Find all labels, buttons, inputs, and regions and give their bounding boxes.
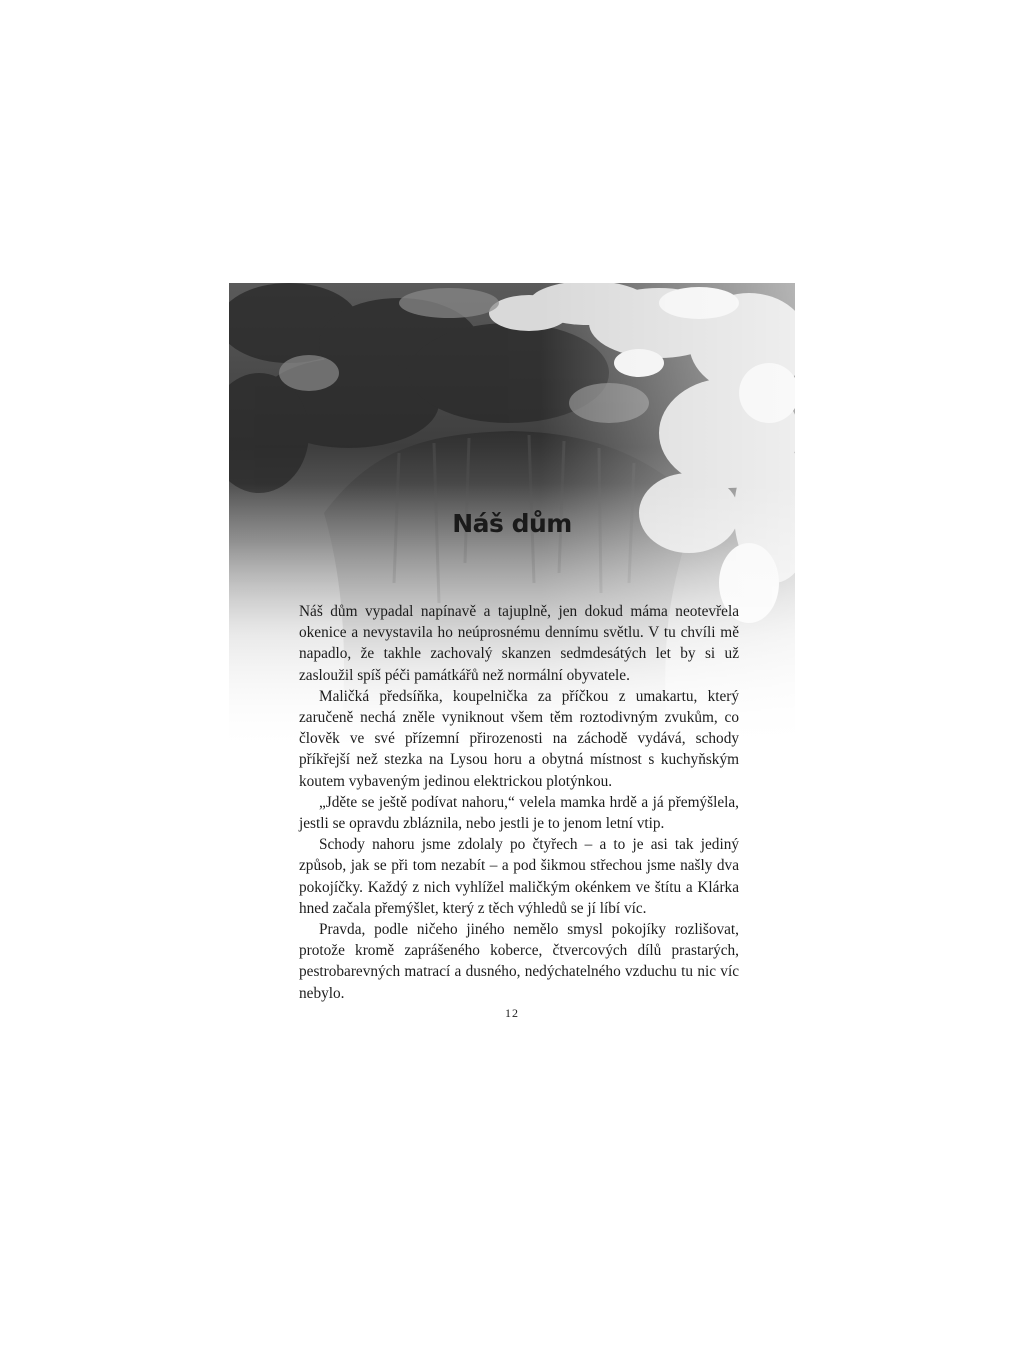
- chapter-title: Náš dům: [452, 509, 572, 538]
- paragraph: Pravda, podle ničeho jiného nemělo smysl pokojíky rozlišovat, protože kromě zaprášeného koberce, čtvercových dílů prastarých, pestrobarevných matrací a dusného, nedýchatelného vzduchu tu nic víc nebylo.: [299, 921, 739, 1002]
- paragraph: Náš dům vypadal napínavě a tajuplně, jen dokud máma neotevřela okenice a nevystavila ho neúprosnému dennímu světlu. V tu chvíli mě napadlo, že takhle zachovalý skanzen sedmdesátých let by si už zasloužil spíš péči památkářů než normální obyvatele.: [299, 603, 739, 684]
- chapter-body: [299, 601, 739, 1004]
- paragraph: Schody nahoru jsme zdolaly po čtyřech – a to je asi tak jediný způsob, jak se při tom nezabít – a pod šikmou střechou jsme našly dva pokojíčky. Každý z nich vyhlížel maličkým okénkem ve štítu a Klárka hned začala přemýšlet, který z těch výhledů se jí líbí víc.: [299, 836, 739, 917]
- page-number: 12: [505, 1006, 519, 1020]
- paragraph: Maličká předsíňka, koupelnička za příčkou z umakartu, který zaručeně nechá zněle vyniknout všem těm roztodivným zvukům, co člověk ve své přízemní přirozenosti na záchodě vydává, schody příkřejší než stezka na Lysou horu a obytná místnost s kuchyňským koutem vybaveným jedinou elektrickou plotýnkou.: [299, 687, 739, 790]
- paragraph: „Jděte se ještě podívat nahoru,“ velela mamka hrdě a já přemýšlela, jestli se opravdu zbláznila, nebo jestli je to jenom letní vtip.: [299, 793, 739, 833]
- book-page: [229, 283, 795, 1043]
